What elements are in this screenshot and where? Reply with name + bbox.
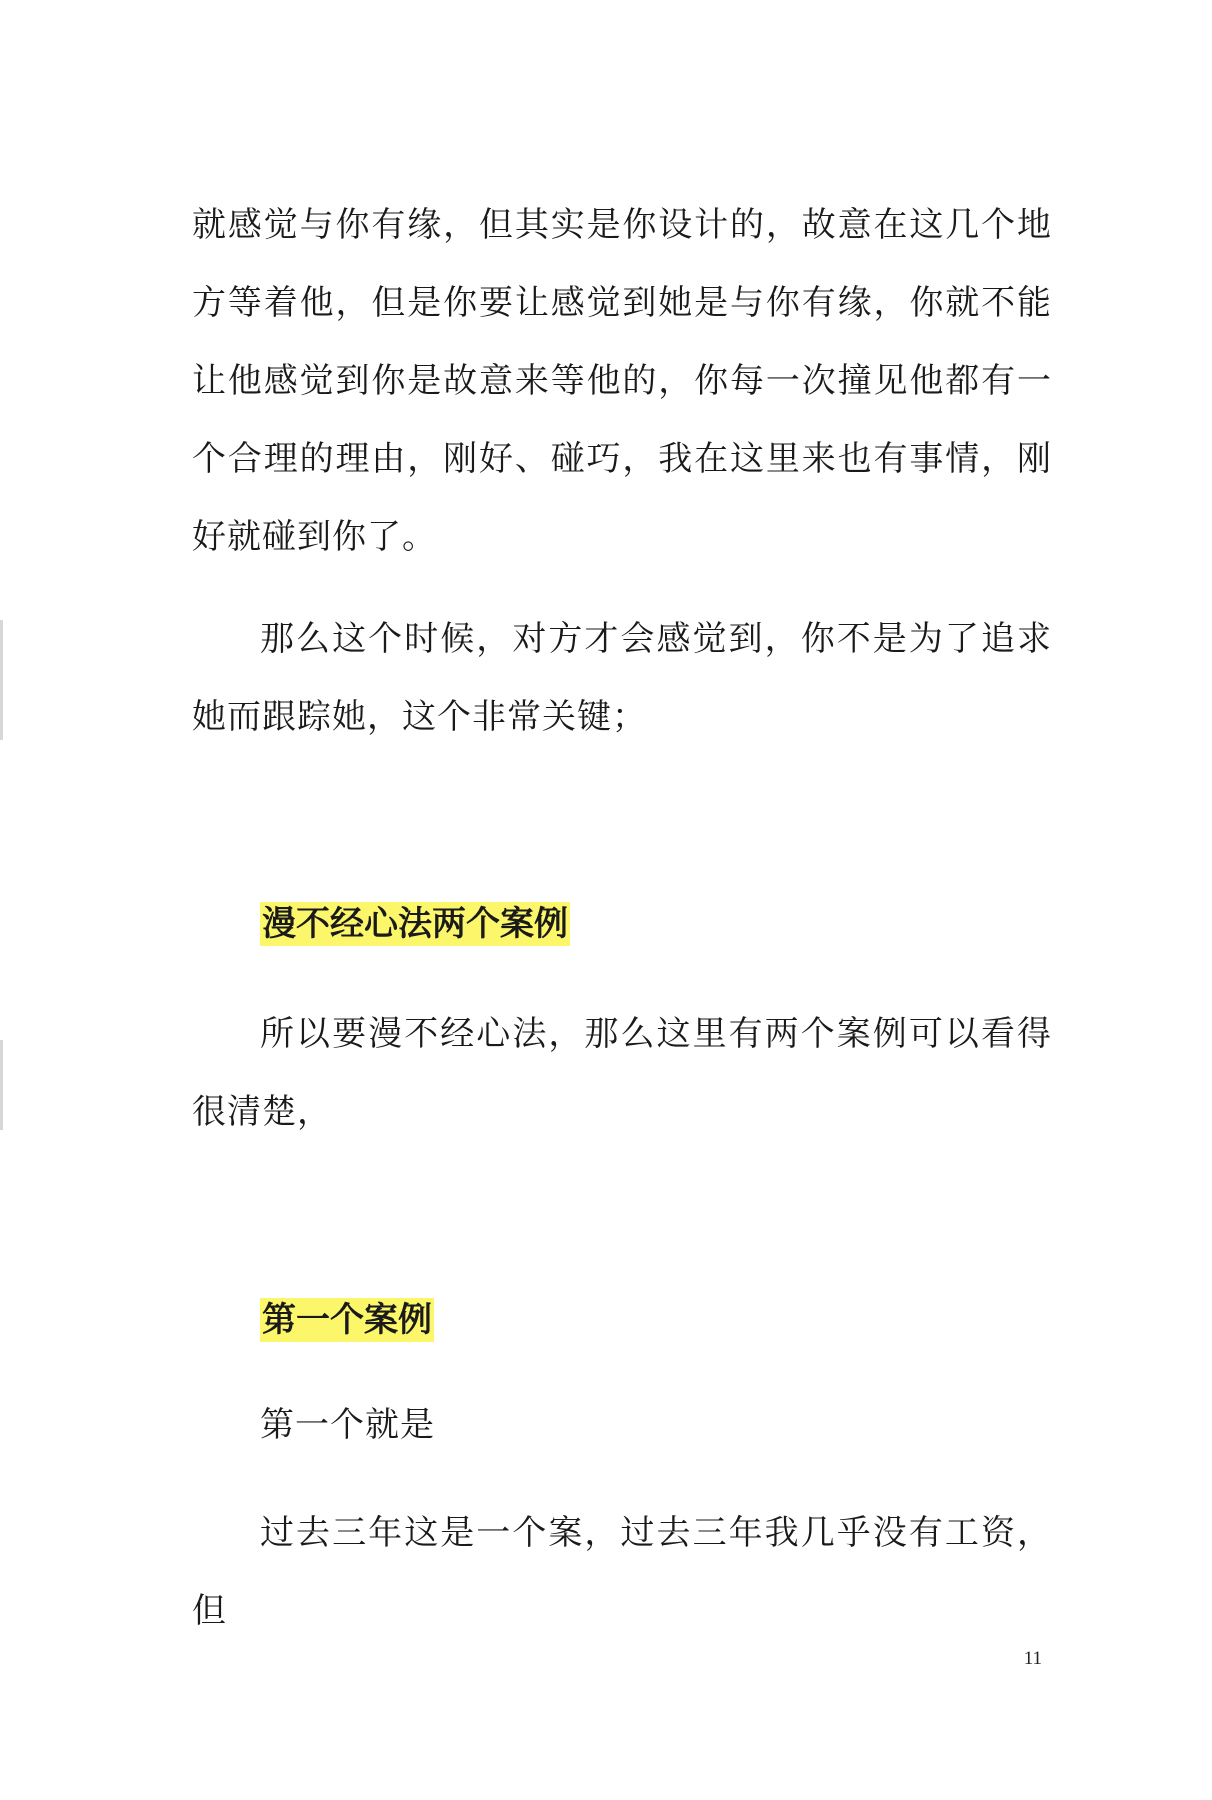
scan-edge-mark: [0, 620, 3, 740]
section-heading-2-highlight: 第一个案例: [262, 1300, 432, 1340]
section-heading-2: [260, 1296, 434, 1344]
section-heading-1: [260, 900, 570, 948]
section-heading-1-highlight: 漫不经心法两个案例: [262, 904, 568, 944]
page-number: 11: [1023, 1648, 1042, 1669]
body-paragraph-5: 过去三年这是一个案，过去三年我几乎没有工资，但: [192, 1513, 1052, 1631]
body-paragraph-3: 所以要漫不经心法，那么这里有两个案例可以看得很清楚，: [192, 1014, 1052, 1132]
body-paragraph-2: 那么这个时候，对方才会感觉到，你不是为了追求她而跟踪她，这个非常关键；: [192, 619, 1052, 737]
body-paragraph-1: 就感觉与你有缘，但其实是你设计的，故意在这几个地方等着他，但是你要让感觉到她是与你有缘，你就不能让他感觉到你是故意来等他的，你每一次撞见他都有一个合理的理由，刚好、碰巧，我在这里来也有事情，刚好就碰到你了。: [192, 205, 1052, 557]
body-paragraph-4: 第一个就是: [260, 1405, 435, 1445]
scan-edge-mark: [0, 1040, 3, 1130]
